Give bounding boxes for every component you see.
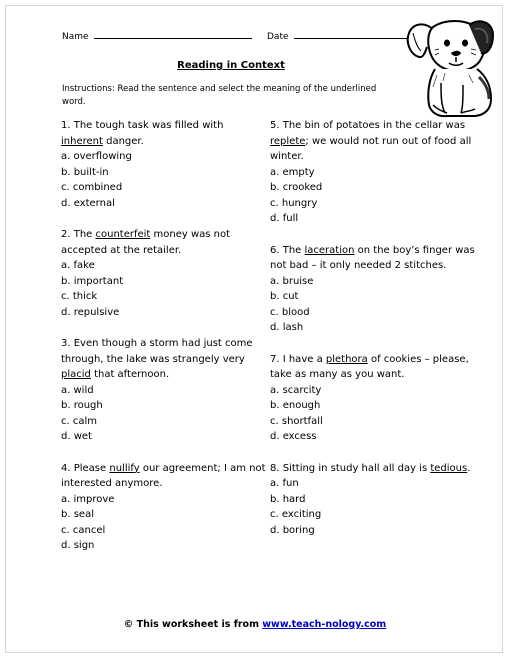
question-7 xyxy=(270,352,475,445)
question-5 xyxy=(270,118,475,227)
answer-option[interactable]: d. repulsive xyxy=(61,306,120,318)
answer-option[interactable]: c. exciting xyxy=(270,509,322,520)
target-word: counterfeit xyxy=(95,229,151,240)
answer-option[interactable]: a. improve xyxy=(61,493,115,505)
question-stem: 5. The bin of potatoes in the cellar was replete; we would not run out of food all winter. xyxy=(270,120,472,162)
answer-option[interactable]: d. external xyxy=(61,197,115,209)
question-stem: 8. Sitting in study hall all day is tedious. xyxy=(270,462,471,474)
answer-option[interactable]: a. fake xyxy=(61,260,95,271)
answer-option[interactable]: c. hungry xyxy=(270,197,318,209)
answer-option[interactable]: c. calm xyxy=(61,415,98,427)
question-6 xyxy=(270,243,475,336)
answer-option[interactable]: d. excess xyxy=(270,431,317,442)
question-stem: 6. The laceration on the boy’s finger was not bad – it only needed 2 stitches. xyxy=(270,244,475,271)
question-stem: 2. The counterfeit money was not accepted at the retailer. xyxy=(61,229,231,256)
name-field[interactable] xyxy=(62,30,252,42)
question-column-right xyxy=(270,118,475,554)
answer-option[interactable]: b. cut xyxy=(270,291,299,302)
answer-option[interactable]: d. wet xyxy=(61,431,92,442)
question-3 xyxy=(61,336,266,445)
target-word: tedious xyxy=(430,462,468,474)
date-line[interactable] xyxy=(294,30,409,39)
question-2 xyxy=(61,227,266,320)
target-word: placid xyxy=(61,369,91,380)
answer-option[interactable]: a. scarcity xyxy=(270,384,322,396)
footer-link[interactable]: www.teach-nology.com xyxy=(262,619,387,630)
answer-option[interactable]: b. hard xyxy=(270,493,306,505)
question-4 xyxy=(61,461,266,554)
question-stem: 4. Please nullify our agreement; I am not interested anymore. xyxy=(61,462,266,489)
answer-option[interactable]: a. wild xyxy=(61,384,94,396)
footer-text: © This worksheet is from xyxy=(123,619,263,630)
answer-option[interactable]: a. empty xyxy=(270,166,315,178)
answer-option[interactable]: d. full xyxy=(270,213,299,224)
answer-option[interactable]: b. built-in xyxy=(61,166,109,178)
answer-option[interactable]: b. important xyxy=(61,275,124,287)
question-8 xyxy=(270,461,475,539)
answer-option[interactable]: d. sign xyxy=(61,540,95,551)
question-stem: 7. I have a plethora of cookies – please, take as many as you want. xyxy=(270,353,469,380)
answer-option[interactable]: c. combined xyxy=(61,182,123,193)
answer-option[interactable]: b. crooked xyxy=(270,182,323,193)
target-word: replete xyxy=(270,135,306,147)
answer-option[interactable]: a. fun xyxy=(270,478,299,489)
question-stem: 1. The tough task was filled with inherent danger. xyxy=(61,120,224,147)
answer-option[interactable]: a. overflowing xyxy=(61,151,132,162)
question-column-left xyxy=(61,118,266,570)
answer-option[interactable]: b. rough xyxy=(61,400,103,411)
answer-option[interactable]: b. seal xyxy=(61,509,94,520)
answer-option[interactable]: b. enough xyxy=(270,400,321,411)
name-label: Name xyxy=(62,32,89,42)
answer-option[interactable]: d. lash xyxy=(270,322,304,333)
target-word: plethora xyxy=(325,353,368,365)
date-label: Date xyxy=(267,32,289,42)
instructions: Instructions: Read the sentence and select the meaning of the underlined word. xyxy=(62,84,377,107)
question-1 xyxy=(61,118,266,211)
date-field[interactable] xyxy=(267,30,409,42)
answer-option[interactable]: c. blood xyxy=(270,306,310,318)
answer-option[interactable]: c. cancel xyxy=(61,524,106,536)
answer-option[interactable]: c. shortfall xyxy=(270,415,323,427)
answer-option[interactable]: c. thick xyxy=(61,291,98,302)
name-line[interactable] xyxy=(94,30,252,39)
target-word: laceration xyxy=(304,244,355,256)
target-word: nullify xyxy=(109,462,140,474)
question-stem: 3. Even though a storm had just come through, the lake was strangely very placid that afternoon. xyxy=(61,338,253,380)
answer-option[interactable]: a. bruise xyxy=(270,275,314,287)
answer-option[interactable]: d. boring xyxy=(270,524,315,536)
worksheet-title: Reading in Context xyxy=(177,60,285,71)
footer-credit xyxy=(0,619,510,630)
target-word: inherent xyxy=(61,135,103,147)
